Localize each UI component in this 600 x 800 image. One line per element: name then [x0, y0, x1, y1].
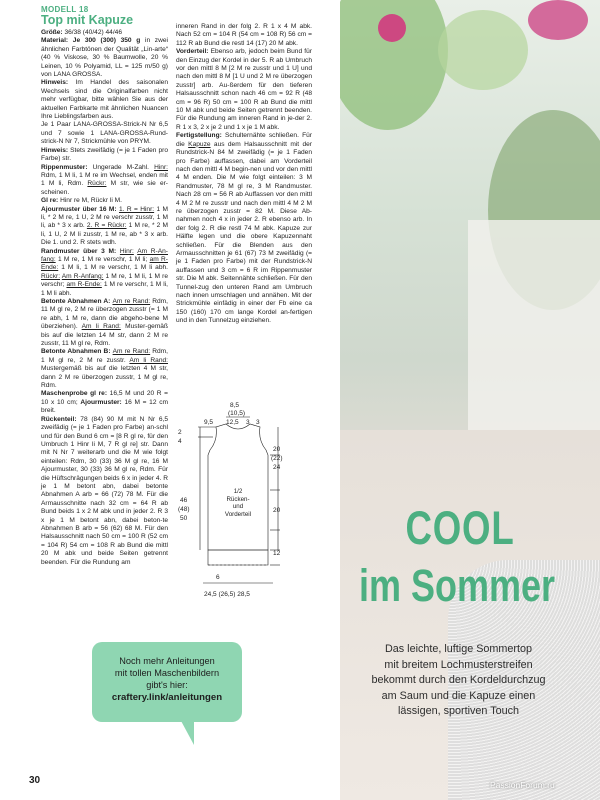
instruction-paragraph: Hinweis: Stets zweifädig (= je 1 Faden pro Farbe) str.: [41, 146, 168, 163]
dim-shoulder-right: 3: [246, 419, 250, 426]
promo-link[interactable]: craftery.link/anleitungen: [111, 692, 223, 703]
instruction-paragraph: Ajourmuster über 16 M: 1. R = Hinr: 1 M li, * 2 M re, 1 U, 2 M re verschr zusstr, 1 M li, ab * 3 x arb. 2. R = Rückr: 1 M re, * 2 M li, 1 U, 2 M li zusstr, 1 M re, ab * 3 x arb. Die 1. und 2. R stets wdh.: [41, 205, 169, 247]
dim-shoulder: 12,5: [226, 419, 239, 426]
pattern-diagram: [178, 400, 290, 600]
instruction-paragraph: Je 1 Paar LANA-GROSSA-Strick-N Nr 6,5 und 7 sowie 1 LANA-GROSSA-Rund-strick-N Nr 7, Strickmühle von PRYM.: [41, 121, 168, 146]
instruction-paragraph: Rippenmuster: Ungerade M-Zahl. Hinr: Rdm, 1 M li, 1 M re im Wechsel, enden mit 1 M li, Rdm. Rückr: M str, wie sie er-scheinen.: [41, 163, 168, 196]
dim-height: 46: [180, 497, 188, 504]
instructions-column-1: [41, 29, 168, 567]
dim-side-12: 12: [273, 550, 281, 557]
instruction-paragraph: Vorderteil: Ebenso arb, jedoch beim Bund für den Einzug der Kordel in der 5. R ab Umbruch vor den mittl 8 M [2 M re zusstr und 1 U] und nach den mittl 8 M [1 U und 2 M re überzogen zusstr] arb. Au-ßerdem für den tieferen Halsausschnitt schon nach 46 cm = 92 R (48 cm = 96 R) 50 cm = 100 R ab Bund die mittl 10 M abk und beide Seiten getrennt beenden. Für die Rundung am inneren Rand in je-der 2. R 1 x 3, 2 x je 2 und 1 x je 1 M abk.: [176, 48, 312, 131]
instruction-paragraph: Betonte Abnahmen A: Am re Rand: Rdm, 11 M gl re, 2 M re überzogen zusstr (= 1 M re abh, 1 M re, dann die abgeho-bene M überziehen). Am li Rand: Muster-gemäß bis auf die letzten 14 M str, dann 2 M re zusstr, 11 M gl re, Rdm.: [41, 298, 169, 348]
instruction-paragraph: Gl re: Hinr re M, Rückr li M.: [41, 197, 122, 205]
dim-height-2: (48): [178, 506, 190, 513]
teaser-text: Das leichte, luftige Sommertop mit breitem Lochmusterstreifen bekommt durch den Kordeldurchzug am Saum und die Kapuze einen lässigen, sportiven Touch: [371, 643, 546, 717]
page-number: 30: [29, 775, 41, 786]
instruction-paragraph: Fertigstellung: Schulternähte schließen. Für die Kapuze aus dem Halsausschnitt mit der Rundstrick-N 84 M zweifädig (= je 1 Faden pro Farbe) auffassen, dabei am Vorderteil nach den mittl 4 M begin-nen und vor den mittl 4 M enden. Die M wie folgt einteilen: 3 M Randmuster, 78 M gl re, 3 M Randmuster. Nach 28 cm = 56 R ab Auffassen vor den mittl 4 M 2 M re zusstr und nach den mittl 4 M 2 M re überzogen zusstr = 82 M. Diese Ab-nahmen noch 4 x in jeder 2. R ebenso arb. In der folg 2. R die restl 74 M abk. Kapuze zur Hälfte legen und die obere Kapuzennaht schließen. Für die Blenden aus den Armausschnitten je 61 (67) 73 M zweifädig (= je 1 Faden pro Farbe) mit der Rundstrick-N auffassen und 3 cm = 6 R im Rippenmuster str. Die M abk. Seitennähte schließen. Für den Tunnel-zug den unteren Rand am Umbruch nach innen umschlagen und annähen. Mit der Strickmühle einfädig in einer der Fb eine ca 150 (160) 170 cm lange Kordel an-fertigen und in den Tunnelzug einziehen.: [176, 132, 312, 325]
instruction-paragraph: Maschenprobe gl re: 16,5 M und 20 R = 10 x 10 cm; Ajourmuster: 16 M = 12 cm breit.: [41, 390, 168, 415]
dim-neck: 9,5: [204, 419, 214, 426]
dim-bottom-width: 24,5 (26,5) 28,5: [204, 591, 250, 598]
promo-line-2: mit tollen Maschenbildern: [114, 668, 220, 678]
dim-bottom-6: 6: [216, 574, 220, 581]
page-title: Top mit Kapuze: [41, 13, 134, 27]
watermark: PassionForum.ru: [490, 780, 555, 790]
dim-top-width-2: (10,5): [228, 410, 245, 417]
dim-4: 4: [178, 438, 182, 445]
dim-height-3: 50: [180, 515, 188, 522]
dim-neck-right: 3: [256, 419, 260, 426]
dim-armhole-3: 24: [273, 464, 281, 471]
instruction-paragraph: inneren Rand in der folg 2. R 1 x 4 M abk. Nach 52 cm = 104 R (54 cm = 108 R) 56 cm = 112 R ab Bund die restl 14 (17) 20 M abk.: [176, 23, 312, 47]
dim-side-20: 20: [273, 507, 281, 514]
dim-2: 2: [178, 429, 182, 436]
instruction-paragraph: Hinweis: Im Handel des saisonalen Wechsels sind die Originalfarben nicht mehr verfügbar, bitte wählen Sie aus der aktuellen Farbkarte mit ähnlichen Nuancen Ihre Lieblingsfarben aus.: [41, 79, 169, 121]
instruction-paragraph: Größe: 36/38 (40/42) 44/46: [41, 29, 123, 36]
model-label: MODELL 18: [41, 5, 89, 14]
promo-line-1: Noch mehr Anleitungen: [119, 656, 215, 666]
dim-armhole-2: (22): [271, 455, 283, 462]
bubble-tail: [180, 719, 194, 745]
instruction-paragraph: Rückenteil: 78 (84) 90 M mit N Nr 6,5 zweifädig (= je 1 Faden pro Farbe) an-schl und für den Bund 6 cm = [8 R gl re, für den Umbruch 1 Hinr li M, 7 R gl re] str. Dann mit N Nr 7 weiterarb und die M wie folgt einteilen: Rdm, 30 (33) 36 M gl re, 16 M Ajourmuster, 30 (33) 36 M gl re, Rdm. Für die Hüftschrägungen beids 6 x in jeder 4. R je 1 M betont abn, dabei betonte Abnahmen A arb = 66 (72) 78 M. Für die Armausschnitte nach 32 cm = 64 R ab Bund beids 1 x 2 M abk und in jeder 2. R 3 x je 1 M betont abn, dabei beton-te Abnahmen B arb = 56 (62) 68 M. Für den Halsausschnitt nach 50 cm = 100 R (52 cm = 104 R) 54 cm = 108 R ab Bund die mittl 20 M abk und beide Seiten getrennt beenden. Für die Rundung am: [41, 415, 168, 566]
dim-armhole: 20: [273, 446, 281, 453]
promo-bubble: [92, 642, 242, 722]
diagram-piece-label: 1/2 Rücken- und Vorderteil: [224, 488, 252, 518]
instruction-paragraph: Betonte Abnahmen B: Am re Rand: Rdm, 1 M gl re, 2 M re zusstr. Am li Rand: Mustergemäß bis auf die letzten 4 M str, dann 2 M re überzogen zusstr, 1 M gl re, Rdm.: [41, 348, 169, 390]
headline-sommer: im Sommer: [358, 560, 556, 611]
instruction-paragraph: Randmuster über 3 M: Hinr: Am R-An-fang: 1 M re, 1 M re verschr, 1 M li; am R-Ende: 1 M li, 1 M re verschr, 1 M li abh. Rückr: Am R-Anfang: 1 M re, 1 M li, 1 M re verschr; am R-Ende: 1 M re verschr, 1 M li, 1 M li abh.: [41, 247, 168, 297]
headline-cool: COOL: [405, 501, 515, 554]
promo-line-3: gibt's hier:: [146, 680, 188, 690]
dim-top-width: 8,5: [230, 402, 240, 409]
instruction-paragraph: Material: Je 300 (300) 350 g in zwei ähnlichen Farbtönen der Qualität „Lin-arte“ (40 % Viskose, 30 % Baumwolle, 20 % Leinen, 10 % Polyamid, LL = 125 m/50 g) von LANA GROSSA.: [41, 37, 168, 79]
instructions-column-2: [176, 23, 312, 326]
